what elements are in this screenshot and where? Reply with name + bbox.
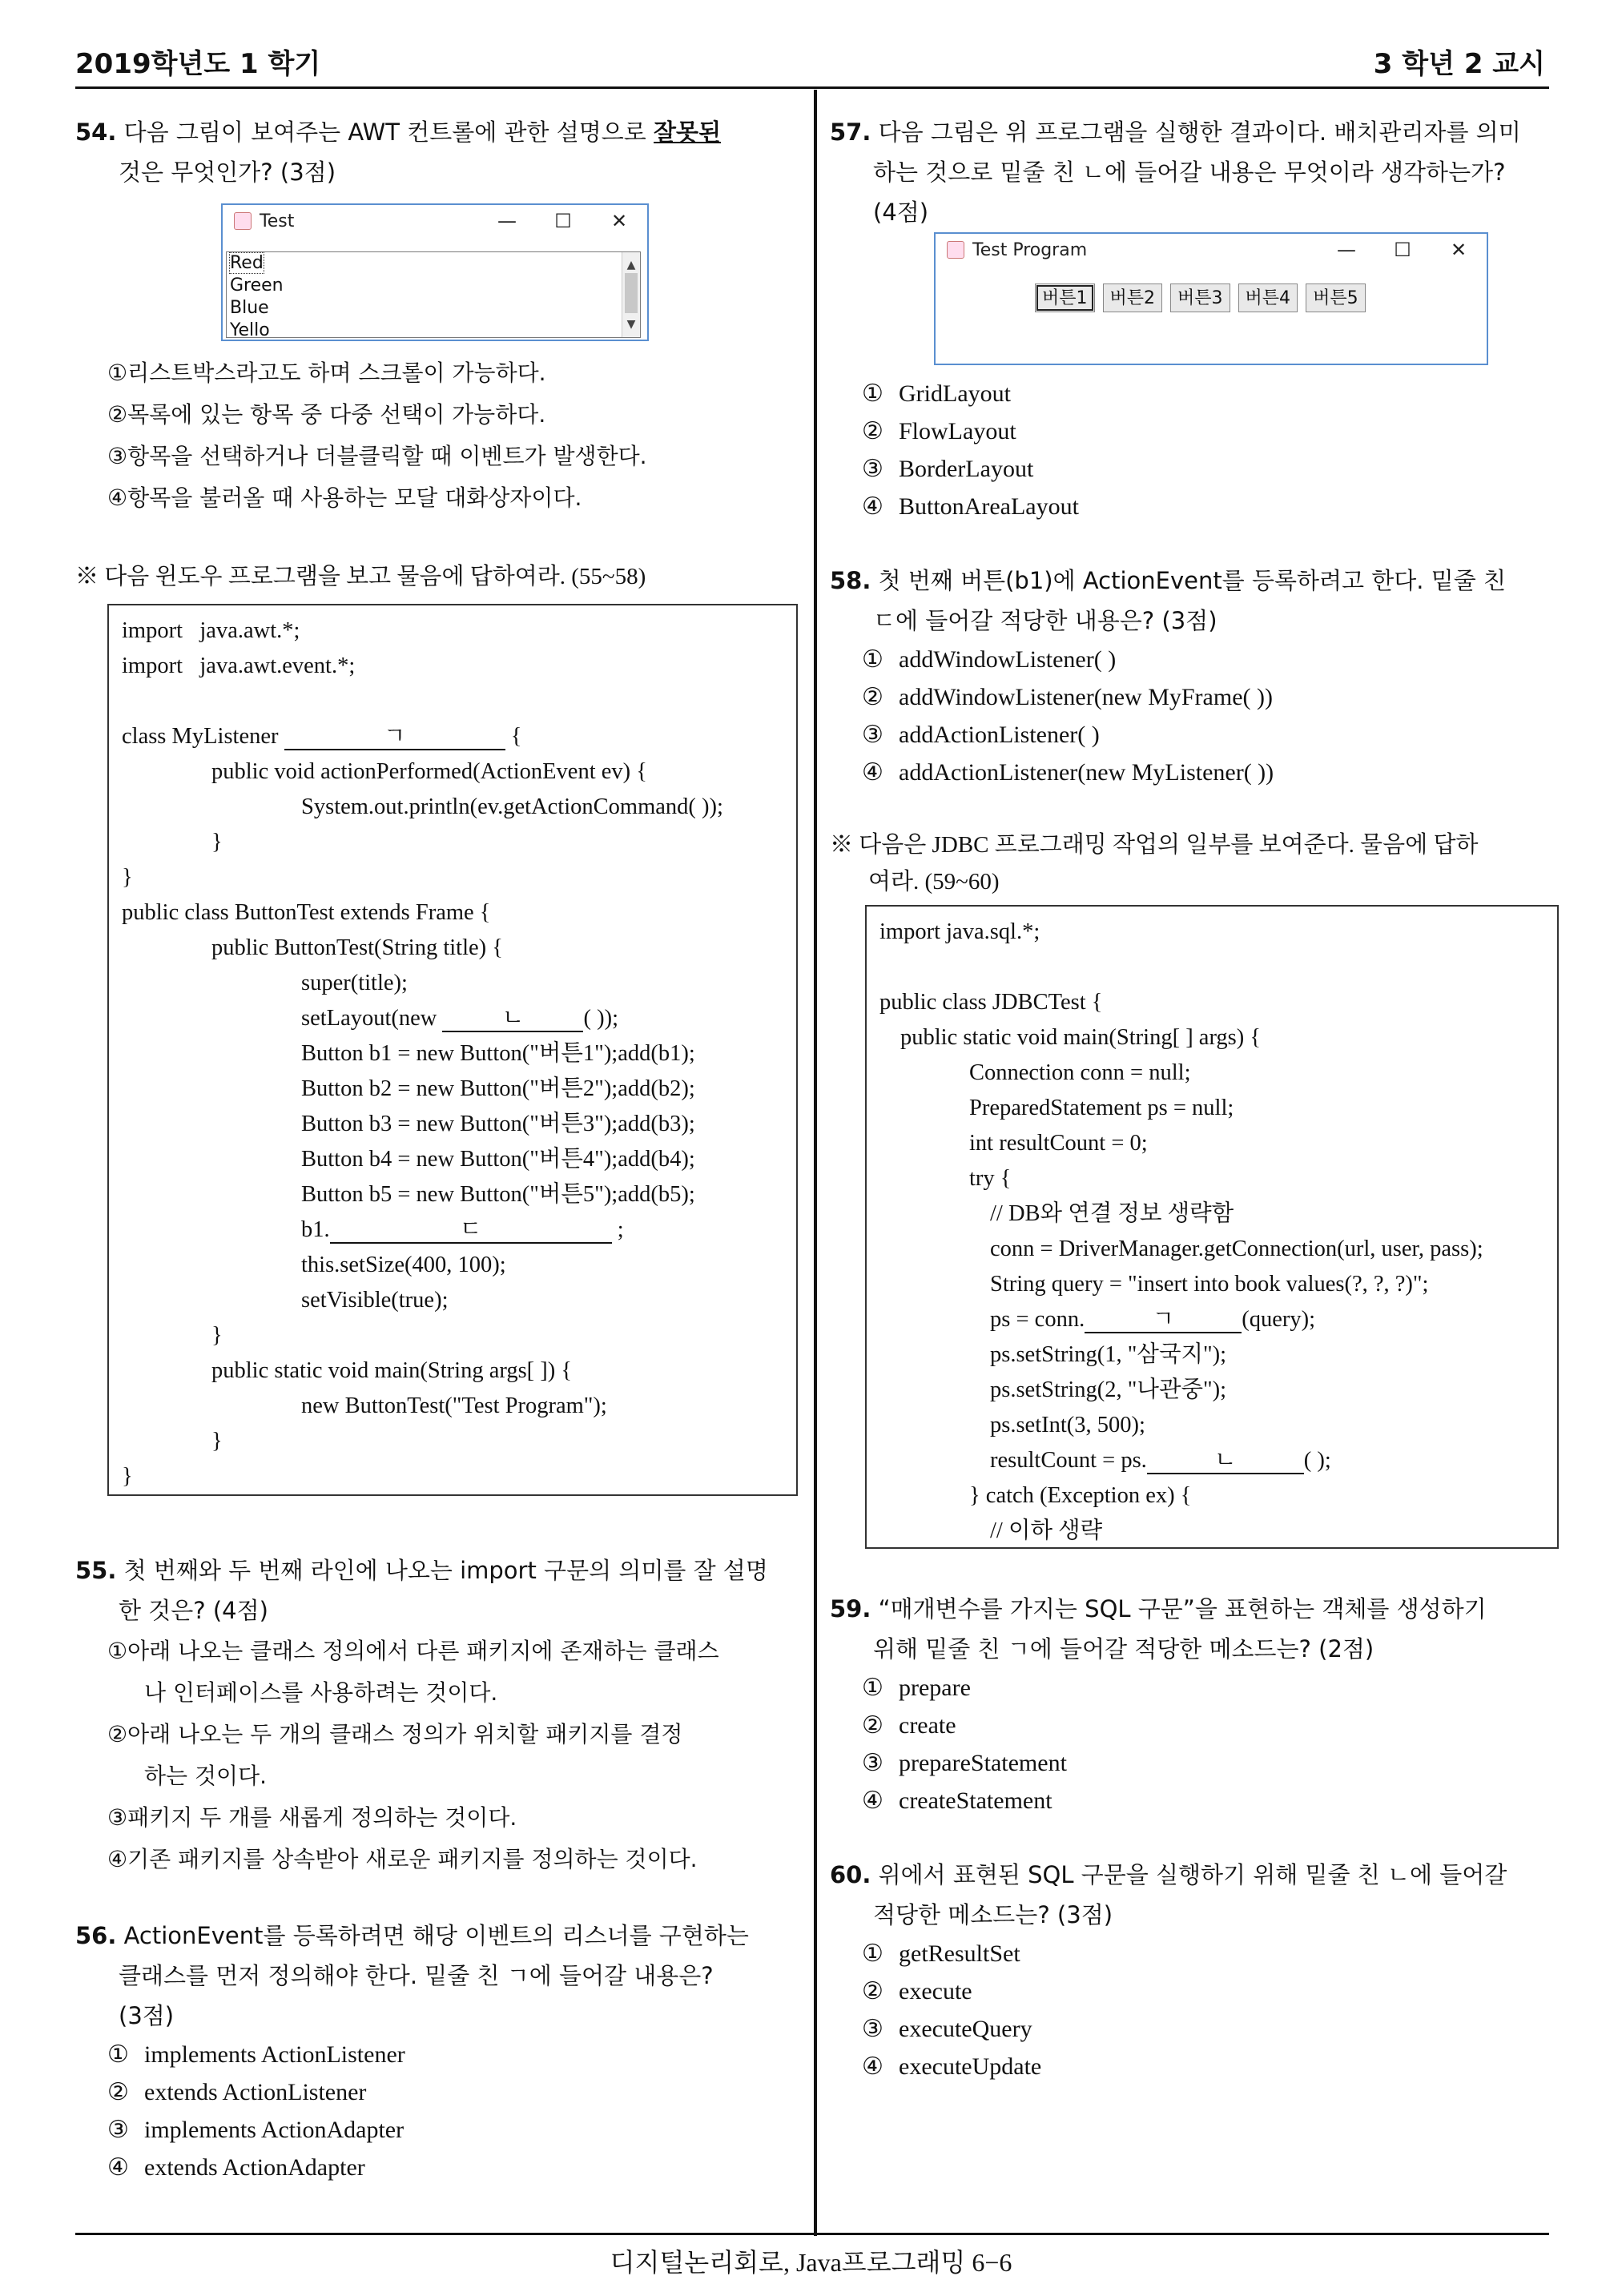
code-line: public class JDBCTest { <box>879 990 1103 1015</box>
code-line: ps = conn. <box>990 1307 1085 1332</box>
code-line: public static void main(String args[ ]) { <box>211 1358 573 1383</box>
question-text-line2: 적당한 메소드는? (3점) <box>873 1901 1113 1928</box>
option-marker: ② <box>862 418 883 444</box>
code-line: PreparedStatement ps = null; <box>969 1096 1234 1120</box>
question-57 <box>830 112 1559 232</box>
question-text: 다음 그림은 위 프로그램을 실행한 결과이다. 배치관리자를 의미 <box>871 119 1521 146</box>
question-text: 첫 번째와 두 번째 라인에 나오는 import 구문의 의미를 잘 설명 <box>116 1557 768 1584</box>
question-text-line3: (4점) <box>873 199 929 226</box>
question-text-line3: (3점) <box>119 2002 175 2029</box>
question-text-line2: 위해 밑줄 친 ㄱ에 들어갈 적당한 메소드는? (2점) <box>873 1635 1374 1663</box>
question-text-line2: ㄷ에 들어갈 적당한 내용은? (3점) <box>873 607 1218 634</box>
blank-nieun: ㄴ <box>1147 1449 1304 1474</box>
code-line: import java.awt.*; <box>122 618 300 643</box>
window-titlebar <box>936 234 1487 266</box>
footer-page-info: 디지털논리회로, Java프로그래밍 6−6 <box>610 2248 1012 2277</box>
question-number: 56. <box>75 1922 117 1949</box>
code-line: { <box>505 724 522 749</box>
footer-rule <box>75 2233 1549 2235</box>
minimize-icon[interactable]: — <box>497 210 517 232</box>
option-text: getResultSet <box>899 1940 1020 1967</box>
option-marker: ① <box>862 1940 883 1967</box>
question-text: 첫 번째 버튼(b1)에 ActionEvent를 등록하려고 한다. 밑줄 친 <box>871 567 1506 594</box>
option-marker: ② <box>107 401 128 428</box>
option-text: extends ActionAdapter <box>144 2154 365 2181</box>
option-text: implements ActionAdapter <box>144 2117 404 2143</box>
code-line: String query = "insert into book values(?, ?, ?)"; <box>990 1272 1429 1297</box>
code-line: public class ButtonTest extends Frame { <box>122 900 491 925</box>
question-text-line2: 한 것은? (4점) <box>119 1597 268 1624</box>
code-line: } <box>211 1429 223 1454</box>
code-line: public static void main(String[ ] args) { <box>900 1025 1262 1050</box>
code-line: this.setSize(400, 100); <box>301 1253 506 1277</box>
question-text: 위에서 표현된 SQL 구문을 실행하기 위해 밑줄 친 ㄴ에 들어갈 <box>871 1861 1507 1888</box>
list-scrollbar[interactable] <box>622 252 640 337</box>
maximize-icon[interactable]: ☐ <box>554 210 572 232</box>
program-window <box>934 232 1488 365</box>
code-line: ( )); <box>583 1006 618 1031</box>
option-marker: ④ <box>107 2154 129 2181</box>
window-title: Test Program <box>972 239 1088 260</box>
scroll-thumb[interactable] <box>625 273 638 313</box>
minimize-icon[interactable]: — <box>1337 239 1356 261</box>
question-number: 55. <box>75 1557 117 1584</box>
question-text: “매개변수를 가지는 SQL 구문”을 표현하는 객체를 생성하기 <box>871 1595 1487 1622</box>
option-text: 아래 나오는 클래스 정의에서 다른 패키지에 존재하는 클래스 <box>127 1638 719 1664</box>
option-marker: ④ <box>107 485 128 511</box>
option-marker: ② <box>862 1712 883 1739</box>
scroll-up-icon[interactable]: ▲ <box>626 259 636 271</box>
code-line: } <box>211 1323 223 1348</box>
button-1[interactable]: 버튼1 <box>1035 283 1095 312</box>
question-text: ActionEvent를 등록하려면 해당 이벤트의 리스너를 구현하는 <box>116 1922 749 1949</box>
option-marker: ② <box>862 684 883 710</box>
option-marker: ① <box>862 646 883 673</box>
code-line: Button b2 = new Button("버튼2");add(b2); <box>301 1076 695 1101</box>
option-text: 패키지 두 개를 새롭게 정의하는 것이다. <box>127 1804 517 1831</box>
code-line: ps.setString(2, "나관중"); <box>990 1377 1227 1402</box>
option-marker: ③ <box>107 443 128 469</box>
code-box-awt <box>107 604 798 1496</box>
code-line: resultCount = ps. <box>990 1448 1147 1473</box>
close-icon[interactable]: ✕ <box>610 210 628 232</box>
code-line: } <box>211 830 223 854</box>
option-text: addWindowListener( ) <box>899 646 1117 673</box>
code-line: conn = DriverManager.getConnection(url, user, pass); <box>990 1236 1483 1261</box>
blank-giyeok: ㄱ <box>1085 1308 1242 1333</box>
button-4[interactable]: 버튼4 <box>1238 283 1298 312</box>
option-text: prepare <box>899 1675 971 1701</box>
option-text: ButtonAreaLayout <box>899 493 1079 520</box>
blank-giyeok: ㄱ <box>284 725 505 750</box>
option-text: 기존 패키지를 상속받아 새로운 패키지를 정의하는 것이다. <box>127 1846 698 1872</box>
list-window <box>221 203 649 341</box>
question-text-line2: 클래스를 먼저 정의해야 한다. 밑줄 친 ㄱ에 들어갈 내용은? <box>119 1962 714 1989</box>
code-line: Button b4 = new Button("버튼4");add(b4); <box>301 1147 695 1172</box>
instruction-59-60 <box>830 826 1559 900</box>
code-line: Button b3 = new Button("버튼3");add(b3); <box>301 1112 695 1136</box>
code-line: import java.sql.*; <box>879 919 1040 944</box>
blank-nieun: ㄴ <box>442 1007 583 1032</box>
option-marker: ② <box>107 2079 129 2105</box>
question-number: 60. <box>830 1861 871 1888</box>
question-text: 다음 그림이 보여주는 AWT 컨트롤에 관한 설명으로 <box>116 119 654 146</box>
option-marker: ③ <box>862 722 883 748</box>
option-text-cont: 나 인터페이스를 사용하려는 것이다. <box>144 1679 498 1706</box>
option-text: FlowLayout <box>899 418 1016 444</box>
list-item[interactable]: Green <box>230 275 284 296</box>
instruction-55-58: ※ 다음 윈도우 프로그램을 보고 물음에 답하여라. (55~58) <box>75 564 646 589</box>
code-line: new ButtonTest("Test Program"); <box>301 1393 607 1418</box>
button-2[interactable]: 버튼2 <box>1103 283 1163 312</box>
java-icon <box>947 241 964 259</box>
code-line: super(title); <box>301 971 408 995</box>
column-divider <box>814 90 817 2236</box>
option-marker: ② <box>862 1978 883 2004</box>
option-text: 항목을 불러올 때 사용하는 모달 대화상자이다. <box>127 485 582 511</box>
option-marker: ④ <box>862 2053 883 2080</box>
question-number: 57. <box>830 119 871 146</box>
code-line: public void actionPerformed(ActionEvent ev) { <box>211 759 647 784</box>
code-line: int resultCount = 0; <box>969 1131 1148 1156</box>
option-marker: ③ <box>862 1750 883 1776</box>
option-marker: ④ <box>862 759 883 786</box>
option-text: GridLayout <box>899 380 1011 407</box>
code-line: Button b5 = new Button("버튼5");add(b5); <box>301 1182 695 1207</box>
code-line: try { <box>969 1166 1012 1191</box>
option-text: extends ActionListener <box>144 2079 367 2105</box>
code-line: ps.setInt(3, 500); <box>990 1413 1145 1438</box>
question-text-line2: 하는 것으로 밑줄 친 ㄴ에 들어갈 내용은 무엇이라 생각하는가? <box>873 159 1506 186</box>
scroll-down-icon[interactable]: ▼ <box>626 318 636 331</box>
question-58 <box>830 561 1559 791</box>
code-line: import java.awt.event.*; <box>122 653 356 678</box>
question-56 <box>75 1916 804 2186</box>
list-item[interactable]: Red <box>230 253 264 273</box>
option-text: 목록에 있는 항목 중 다중 선택이 가능하다. <box>127 401 546 428</box>
option-marker: ③ <box>862 2016 883 2042</box>
option-text-cont: 하는 것이다. <box>144 1763 268 1789</box>
option-text: createStatement <box>899 1787 1052 1814</box>
option-marker: ① <box>107 1638 128 1664</box>
code-line: (query); <box>1242 1307 1315 1332</box>
header-semester: 2019학년도 1 학기 <box>75 48 321 80</box>
option-text: create <box>899 1712 956 1739</box>
button-5[interactable]: 버튼5 <box>1306 283 1366 312</box>
option-text: executeUpdate <box>899 2053 1042 2080</box>
question-number: 58. <box>830 567 871 594</box>
header-rule <box>75 86 1549 89</box>
option-marker: ① <box>862 1675 883 1701</box>
instruction-line: 여라. (59~60) <box>868 869 1000 895</box>
code-line: public ButtonTest(String title) { <box>211 935 503 960</box>
question-number: 59. <box>830 1595 871 1622</box>
code-line: Button b1 = new Button("버튼1");add(b1); <box>301 1041 695 1066</box>
option-text: 항목을 선택하거나 더블클릭할 때 이벤트가 발생한다. <box>127 443 647 469</box>
question-emphasis: 잘못된 <box>654 119 722 146</box>
option-text: 아래 나오는 두 개의 클래스 정의가 위치할 패키지를 결정 <box>127 1721 683 1747</box>
code-line: } <box>122 865 133 890</box>
option-text: 리스트박스라고도 하며 스크롤이 가능하다. <box>127 360 546 386</box>
option-text: addWindowListener(new MyFrame( )) <box>899 684 1273 710</box>
instruction-line: ※ 다음은 JDBC 프로그래밍 작업의 일부를 보여준다. 물음에 답하 <box>830 832 1479 858</box>
question-59 <box>830 1589 1559 1820</box>
code-line: } catch (Exception ex) { <box>969 1483 1192 1508</box>
button-3[interactable]: 버튼3 <box>1170 283 1230 312</box>
code-line: } <box>122 1464 133 1489</box>
option-marker: ④ <box>862 1787 883 1814</box>
close-icon[interactable]: ✕ <box>1450 239 1467 261</box>
code-line: class MyListener <box>122 724 284 749</box>
option-text: addActionListener(new MyListener( )) <box>899 759 1274 786</box>
option-text: prepareStatement <box>899 1750 1067 1776</box>
question-number: 54. <box>75 119 117 146</box>
option-marker: ① <box>862 380 883 407</box>
option-text: addActionListener( ) <box>899 722 1100 748</box>
code-box-jdbc <box>865 905 1559 1549</box>
code-line: ( ); <box>1303 1448 1331 1473</box>
code-line: setLayout(new <box>301 1006 443 1031</box>
code-line: // DB와 연결 정보 생략함 <box>990 1201 1234 1226</box>
question-text-line2: 것은 무엇인가? (3점) <box>119 159 336 186</box>
question-55 <box>75 1550 804 1880</box>
q57-options <box>830 375 1559 525</box>
option-marker: ③ <box>107 1804 128 1831</box>
list-item[interactable]: Blue <box>230 298 269 318</box>
list-item[interactable]: Yello <box>230 320 270 338</box>
code-line: ps.setString(1, "삼국지"); <box>990 1342 1227 1367</box>
button-row <box>1035 283 1366 312</box>
option-marker: ② <box>107 1721 128 1747</box>
java-icon <box>234 212 252 230</box>
option-marker: ① <box>107 360 128 386</box>
code-line: ; <box>611 1217 624 1242</box>
window-title: Test <box>260 211 295 231</box>
option-text: executeQuery <box>899 2016 1032 2042</box>
code-line: b1. <box>301 1217 330 1242</box>
awt-list[interactable] <box>226 251 641 338</box>
option-marker: ③ <box>107 2117 129 2143</box>
option-text: execute <box>899 1978 972 2004</box>
blank-digeut: ㄷ <box>330 1218 612 1244</box>
option-marker: ① <box>107 2041 129 2068</box>
option-text: implements ActionListener <box>144 2041 405 2068</box>
window-titlebar <box>223 205 647 237</box>
option-marker: ③ <box>862 456 883 482</box>
option-marker: ④ <box>862 493 883 520</box>
code-line: Connection conn = null; <box>969 1060 1191 1085</box>
question-54 <box>75 112 796 192</box>
option-marker: ④ <box>107 1846 128 1872</box>
code-line: // 이하 생략 <box>990 1518 1103 1543</box>
q54-options <box>75 352 812 519</box>
maximize-icon[interactable]: ☐ <box>1394 239 1411 261</box>
header-grade-period: 3 학년 2 교시 <box>1373 48 1545 80</box>
code-line: setVisible(true); <box>301 1288 449 1313</box>
code-line: System.out.println(ev.getActionCommand( )); <box>301 794 723 819</box>
question-60 <box>830 1855 1559 2085</box>
option-text: BorderLayout <box>899 456 1034 482</box>
